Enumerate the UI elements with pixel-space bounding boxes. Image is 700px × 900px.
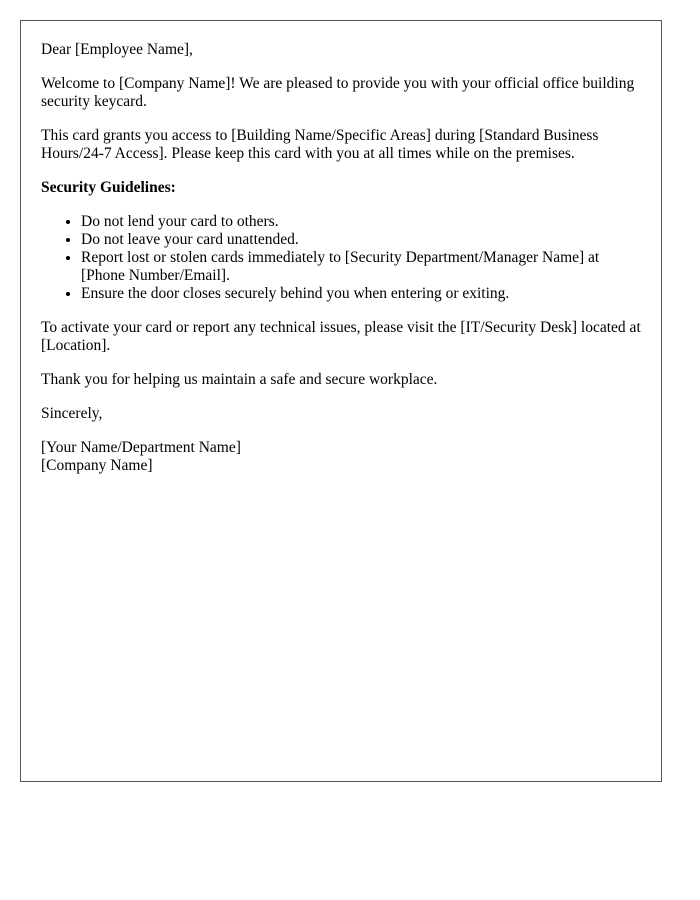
list-item: • Do not lend your card to others.	[81, 213, 641, 231]
signature-company: [Company Name]	[41, 457, 153, 474]
thanks-paragraph: Thank you for helping us maintain a safe and secure workplace.	[41, 371, 438, 388]
signature-name: [Your Name/Department Name]	[41, 439, 241, 456]
guidelines-list	[41, 213, 641, 303]
list-item: • Do not leave your card unattended.	[81, 231, 641, 249]
closing: Sincerely,	[41, 405, 103, 422]
welcome-paragraph: Welcome to [Company Name]! We are pleased to provide you with your official office building security keycard.	[41, 75, 635, 110]
letter	[20, 20, 662, 782]
access-paragraph: This card grants you access to [Building Name/Specific Areas] during [Standard Business Hours/24-7 Access]. Please keep this card with you at all times while on the premises.	[41, 127, 599, 162]
activation-paragraph: To activate your card or report any technical issues, please visit the [IT/Security Desk] located at [Location].	[41, 319, 641, 354]
guidelines-heading: Security Guidelines:	[41, 179, 176, 196]
list-item: • Report lost or stolen cards immediately to [Security Department/Manager Name] at [Phone Number/Email].	[81, 249, 641, 285]
greeting: Dear [Employee Name],	[41, 41, 193, 58]
list-item: • Ensure the door closes securely behind you when entering or exiting.	[81, 285, 641, 303]
